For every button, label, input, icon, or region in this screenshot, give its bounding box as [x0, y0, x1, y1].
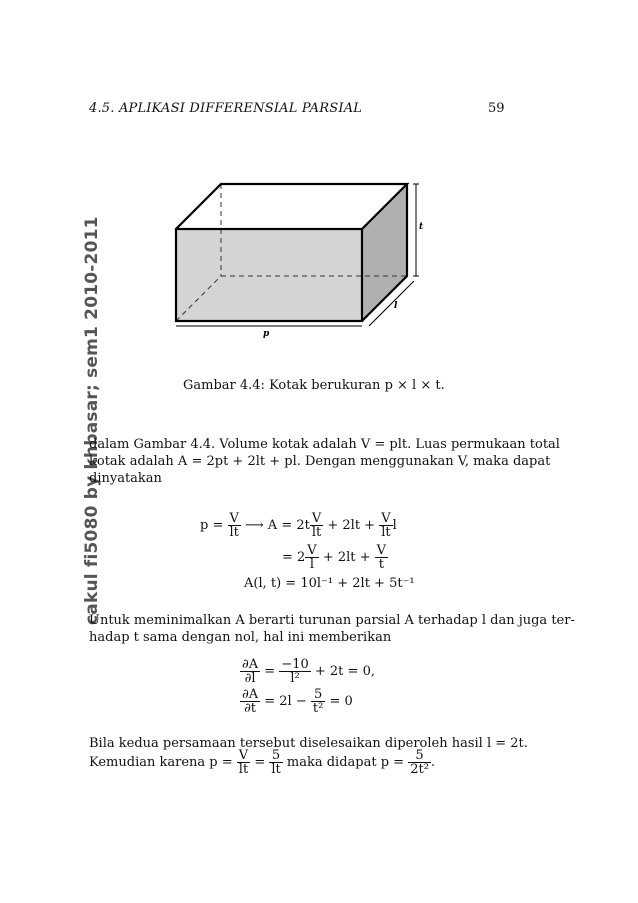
- fraction: $\frac{V}{l}$: [307, 543, 317, 572]
- front-face: [176, 229, 362, 321]
- fraction: $\frac{V}{t}$: [376, 543, 387, 572]
- figure-caption: Gambar 4.4: Kotak berukuran p × l × t.: [183, 378, 445, 393]
- paragraph-1: [89, 436, 560, 487]
- paragraph-line: dalam Gambar 4.4. Volume kotak adalah V = plt. Luas permukaan total: [89, 437, 560, 452]
- equation-area-2: = 2 $\frac{V}{l}$ + 2lt + $\frac{V}{t}$: [282, 543, 387, 572]
- fraction: $\frac{5}{\text{t²}}$: [312, 687, 324, 716]
- label-t: t: [419, 222, 424, 232]
- paragraph-line: Bila kedua persamaan tersebut diselesaikan diperoleh hasil l = 2t.: [89, 736, 528, 751]
- paragraph-line: dinyatakan: [89, 471, 162, 486]
- paragraph-line: Untuk meminimalkan A berarti turunan parsial A terhadap l dan juga ter-: [89, 613, 575, 628]
- fraction: $\frac{V}{lt}$: [381, 511, 391, 540]
- paragraph-2: [89, 612, 575, 646]
- fraction: $\frac{-10}{\text{l²}}$: [281, 657, 309, 686]
- paragraph-3-line-2: Kemudian karena p = $\frac{V}{lt}$ = $\frac{5}{lt}$ maka didapat p = $\frac{5}{\text{2t²}}$ .: [89, 748, 436, 777]
- fraction: $\frac{5}{\text{2t²}}$: [410, 748, 429, 777]
- fraction: $\frac{\partial A}{\partial t}$: [242, 687, 259, 716]
- fraction: $\frac{V}{lt}$: [229, 511, 239, 540]
- label-l: l: [394, 301, 398, 311]
- fraction: $\frac{5}{lt}$: [271, 748, 281, 777]
- equation-area-1: p = $\frac{V}{lt}$ ⟶ A = 2t $\frac{V}{lt}$ + 2lt + $\frac{V}{lt}$ l: [200, 511, 397, 540]
- box-figure: [168, 176, 438, 346]
- running-header: 4.5. APLIKASI DIFFERENSIAL PARSIAL: [89, 101, 363, 116]
- side-watermark: cakul fi5080 by khbasar; sem1 2010-2011: [82, 216, 102, 625]
- paragraph-line: hadap t sama dengan nol, hal ini memberikan: [89, 630, 392, 645]
- equation-area-3: A(l, t) = 10l⁻¹ + 2lt + 5t⁻¹: [244, 576, 415, 591]
- equation-partial-l: $\frac{\partial A}{\partial l}$ = $\frac{-10}{\text{l²}}$ + 2t = 0,: [242, 657, 375, 686]
- page-number: 59: [488, 101, 505, 116]
- paragraph-line: kotak adalah A = 2pt + 2lt + pl. Dengan menggunakan V, maka dapat: [89, 454, 551, 469]
- equation-partial-t: $\frac{\partial A}{\partial t}$ = 2l − $\frac{5}{\text{t²}}$ = 0: [242, 687, 353, 716]
- side-face: [362, 184, 407, 321]
- fraction: $\frac{V}{lt}$: [238, 748, 249, 777]
- fraction: $\frac{V}{lt}$: [311, 511, 322, 540]
- label-p: p: [263, 329, 270, 339]
- fraction: $\frac{\partial A}{\partial l}$: [242, 657, 259, 686]
